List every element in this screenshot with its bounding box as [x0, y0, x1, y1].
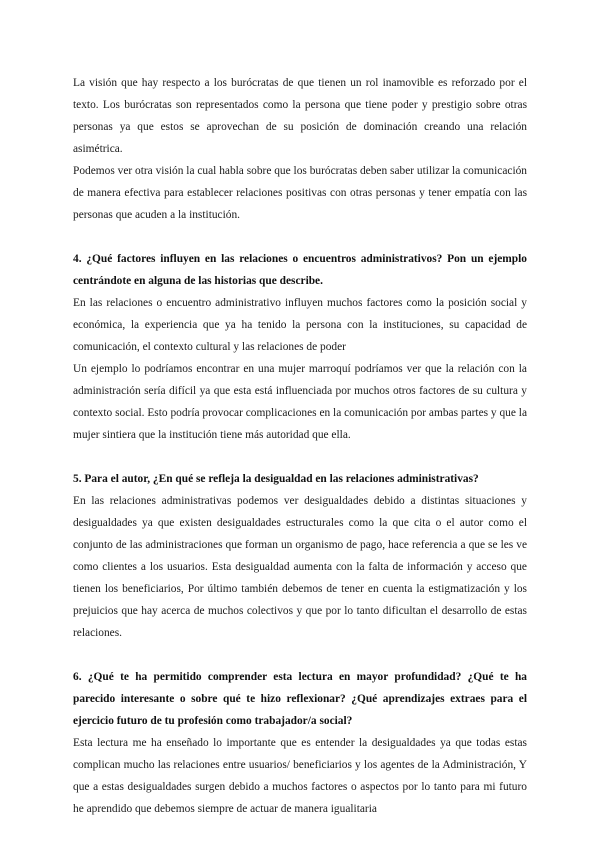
- intro-paragraph-2: Podemos ver otra visión la cual habla sobre que los burócratas deben saber utilizar la comunicación de manera efectiva para establecer relaciones positivas con otras personas y tener empatía con las personas que acuden a la institución.: [73, 165, 527, 221]
- spacer: [73, 226, 527, 248]
- question-6-heading: 6. ¿Qué te ha permitido comprender esta lectura en mayor profundidad? ¿Qué te ha parecido interesante o sobre qué te hizo reflexionar? ¿Qué aprendizajes extraes para el ejercicio futuro de tu profesión como trabajador/a social?: [73, 671, 527, 727]
- document-body: [73, 72, 527, 820]
- question-5-answer: En las relaciones administrativas podemos ver desigualdades debido a distintas situaciones y desigualdades ya que existen desigualdades estructurales como la que cita o el autor como el conjunto de las administraciones que forman un organismo de pago, hace referencia a que se les ve como clientes a los usuarios. Esta desigualdad aumenta con la falta de información y acceso que tienen los beneficiarios, Por último también debemos de tener en cuenta la estigmatización y los prejuicios que hay acerca de muchos colectivos y que por lo tanto dificultan el desarrollo de estas relaciones.: [73, 495, 527, 639]
- question-6-answer: Esta lectura me ha enseñado lo importante que es entender la desigualdades ya que todas estas complican mucho las relaciones entre usuarios/ beneficiarios y los agentes de la Administración, Y que a estas desigualdades surgen debido a muchos factores o aspectos por lo tanto para mi futuro he aprendido que debemos siempre de actuar de manera igualitaria: [73, 737, 527, 815]
- spacer: [73, 446, 527, 468]
- question-4-heading: 4. ¿Qué factores influyen en las relaciones o encuentros administrativos? Pon un ejemplo centrándote en alguna de las historias que describe.: [73, 253, 527, 287]
- question-4-answer-1: En las relaciones o encuentro administrativo influyen muchos factores como la posición social y económica, la experiencia que ya ha tenido la persona con la instituciones, su capacidad de comunicación, el contexto cultural y las relaciones de poder: [73, 297, 527, 353]
- spacer: [73, 644, 527, 666]
- question-4-answer-2: Un ejemplo lo podríamos encontrar en una mujer marroquí podríamos ver que la relación con la administración sería difícil ya que esta está influenciada por muchos otros factores de su cultura y contexto social. Esto podría provocar complicaciones en la comunicación por ambas partes y que la mujer sintiera que la institución tiene más autoridad que ella.: [73, 363, 527, 441]
- intro-paragraph-1: La visión que hay respecto a los burócratas de que tienen un rol inamovible es reforzado por el texto. Los burócratas son representados como la persona que tiene poder y prestigio sobre otras personas ya que estos se aprovechan de su posición de dominación creando una relación asimétrica.: [73, 77, 527, 155]
- question-5-heading: 5. Para el autor, ¿En qué se refleja la desigualdad en las relaciones administrativas?: [73, 473, 479, 485]
